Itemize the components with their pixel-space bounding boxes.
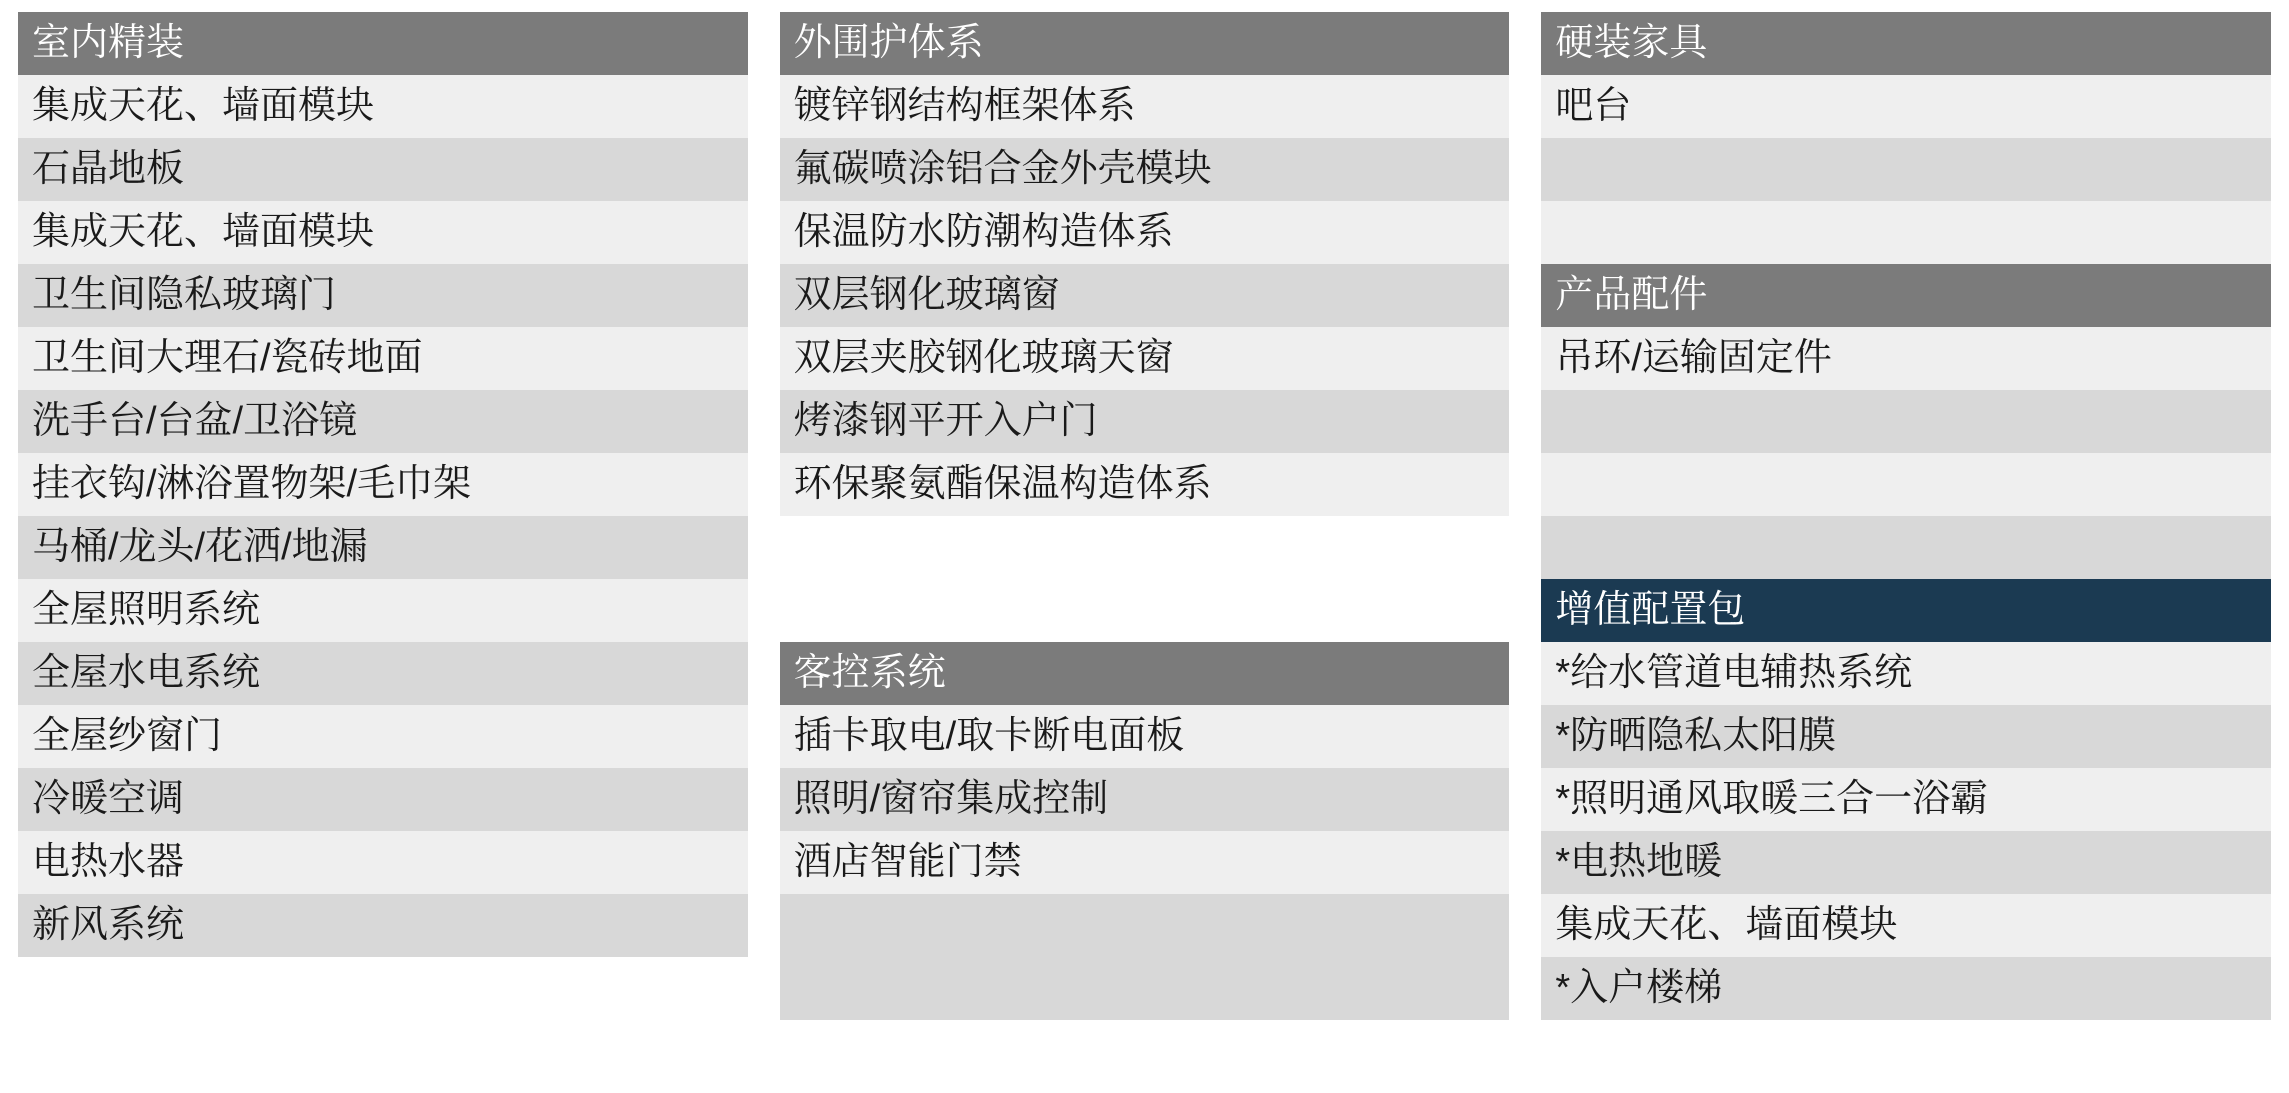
list-item: 新风系统	[18, 894, 748, 957]
block-header: 客控系统	[780, 642, 1510, 705]
list-item: 插卡取电/取卡断电面板	[780, 705, 1510, 768]
list-item: 洗手台/台盆/卫浴镜	[18, 390, 748, 453]
list-item: 镀锌钢结构框架体系	[780, 75, 1510, 138]
list-item: 吊环/运输固定件	[1541, 327, 2271, 390]
list-item: *入户楼梯	[1541, 957, 2271, 1020]
block-product-accessories	[1541, 264, 2271, 579]
list-item: 双层钢化玻璃窗	[780, 264, 1510, 327]
list-item-empty	[1541, 516, 2271, 579]
block-hard-furniture	[1541, 12, 2271, 264]
list-item: 保温防水防潮构造体系	[780, 201, 1510, 264]
list-item: 挂衣钩/淋浴置物架/毛巾架	[18, 453, 748, 516]
column-furniture-accessories	[1541, 12, 2271, 1020]
list-item: *电热地暖	[1541, 831, 2271, 894]
list-item: *防晒隐私太阳膜	[1541, 705, 2271, 768]
list-item: 环保聚氨酯保温构造体系	[780, 453, 1510, 516]
list-item: 全屋照明系统	[18, 579, 748, 642]
list-item: 集成天花、墙面模块	[18, 75, 748, 138]
list-item: 集成天花、墙面模块	[1541, 894, 2271, 957]
list-item: 吧台	[1541, 75, 2271, 138]
list-item-empty	[780, 516, 1510, 579]
list-item: 全屋纱窗门	[18, 705, 748, 768]
block-header: 增值配置包	[1541, 579, 2271, 642]
list-item: *照明通风取暖三合一浴霸	[1541, 768, 2271, 831]
list-item-empty	[1541, 453, 2271, 516]
list-item-empty	[780, 957, 1510, 1020]
list-item: 冷暖空调	[18, 768, 748, 831]
block-interior-finish	[18, 12, 748, 957]
block-guest-control-system	[780, 642, 1510, 1020]
list-item: 集成天花、墙面模块	[18, 201, 748, 264]
list-item: 酒店智能门禁	[780, 831, 1510, 894]
list-item: 石晶地板	[18, 138, 748, 201]
list-item: 马桶/龙头/花洒/地漏	[18, 516, 748, 579]
block-envelope-system	[780, 12, 1510, 642]
list-item: 卫生间大理石/瓷砖地面	[18, 327, 748, 390]
list-item: 全屋水电系统	[18, 642, 748, 705]
list-item: 双层夹胶钢化玻璃天窗	[780, 327, 1510, 390]
column-interior-finish	[18, 12, 748, 957]
list-item-empty	[1541, 390, 2271, 453]
list-item: 照明/窗帘集成控制	[780, 768, 1510, 831]
block-header: 室内精装	[18, 12, 748, 75]
list-item: 卫生间隐私玻璃门	[18, 264, 748, 327]
list-item-empty	[780, 894, 1510, 957]
block-value-added-package	[1541, 579, 2271, 1020]
list-item-empty	[780, 579, 1510, 642]
block-header: 产品配件	[1541, 264, 2271, 327]
list-item-empty	[1541, 138, 2271, 201]
list-item: 氟碳喷涂铝合金外壳模块	[780, 138, 1510, 201]
block-header: 硬装家具	[1541, 12, 2271, 75]
list-item: 烤漆钢平开入户门	[780, 390, 1510, 453]
list-item: 电热水器	[18, 831, 748, 894]
block-header: 外围护体系	[780, 12, 1510, 75]
list-item-empty	[1541, 201, 2271, 264]
column-envelope-system	[780, 12, 1510, 1020]
list-item: *给水管道电辅热系统	[1541, 642, 2271, 705]
